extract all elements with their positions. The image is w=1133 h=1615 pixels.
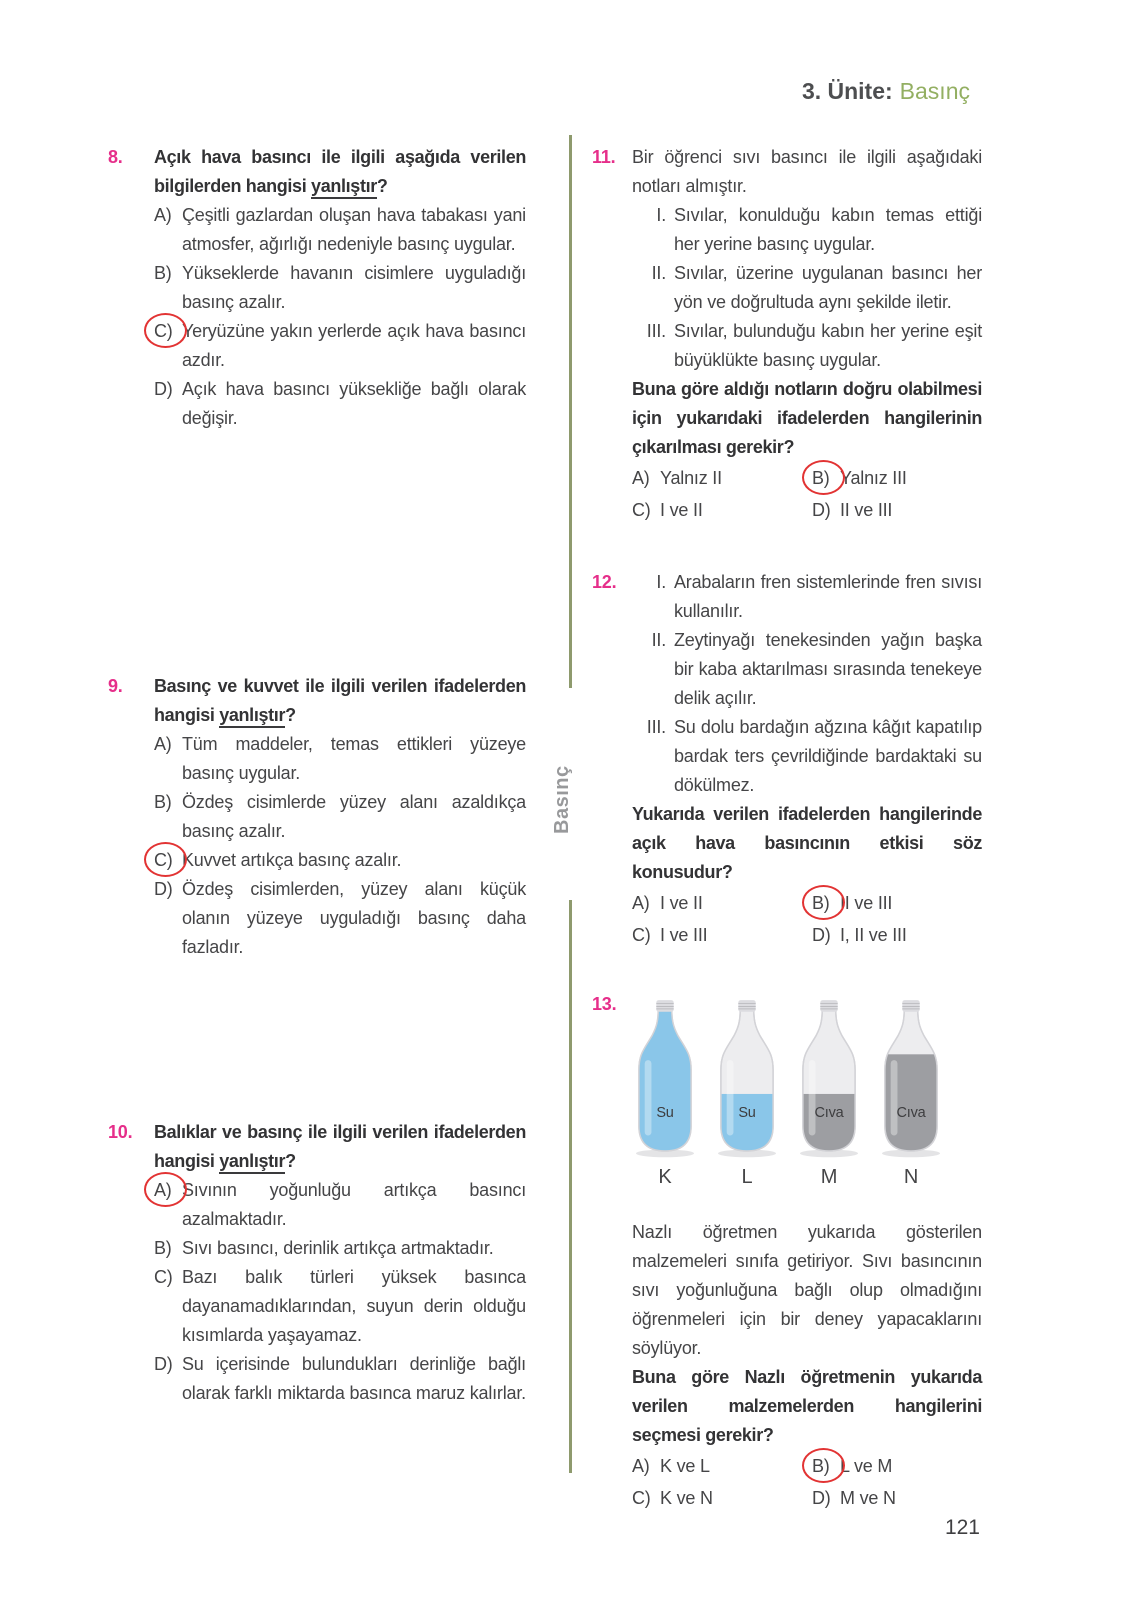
option-row-d [154, 1350, 526, 1408]
question-11-options [632, 464, 982, 525]
option-text: I, II ve III [840, 925, 907, 945]
bottle-L-name: L [741, 1166, 753, 1188]
roman-label: I. [656, 572, 666, 592]
option-row-b [812, 889, 982, 918]
option-text: Açık hava basıncı yüksekliğe bağlı olarak değişir. [182, 379, 526, 428]
option-letter: C) [632, 1488, 651, 1508]
option-row-c [632, 496, 812, 525]
option-letter: D) [812, 1488, 831, 1508]
stem-underlined-word: yanlıştır [219, 1151, 285, 1174]
bottle-L-liquid-label: Su [738, 1105, 756, 1122]
option-text: M ve N [840, 1488, 896, 1508]
option-letter: A) [632, 893, 650, 913]
circled-option-letter: A) [154, 1176, 182, 1205]
option-letter: B) [154, 792, 172, 812]
stem-text: Açık hava basıncı ile ilgili aşağıda verilen bilgilerden hangisi [154, 147, 526, 196]
circled-option-letter: B) [812, 889, 840, 918]
bottle-N [872, 998, 950, 1192]
question-12-number: 12. [592, 572, 617, 592]
option-row-c [154, 317, 526, 375]
option-row-b [812, 464, 982, 493]
option-row-b [154, 1234, 526, 1263]
circled-option-letter: C) [154, 846, 182, 875]
bottle-N-image [882, 998, 940, 1158]
bottle-K-name: K [658, 1166, 672, 1188]
bottle-K [626, 998, 704, 1192]
question-13-number: 13. [592, 994, 617, 1014]
circled-option-letter: C) [154, 317, 182, 346]
statement-text: Arabaların fren sistemlerinde fren sıvısı kullanılır. [674, 572, 982, 621]
roman-label: II. [651, 263, 666, 283]
option-row-a [154, 201, 526, 259]
question-10 [108, 1118, 526, 1408]
bottle-N-liquid-label: Cıva [896, 1105, 926, 1122]
statement-text: Su dolu bardağın ağzına kâğıt kapatılıp bardak ters çevrildiğinde bardaktaki su dökülmez. [674, 717, 982, 795]
option-row-b [812, 1452, 982, 1481]
option-letter: C) [632, 500, 651, 520]
option-letter: B) [154, 1238, 172, 1258]
option-text: I ve II [660, 893, 703, 913]
option-text: Sıvı basıncı, derinlik artıkça artmaktadır. [182, 1238, 494, 1258]
bottle-K-liquid-label: Su [656, 1105, 674, 1122]
stem-underlined-word: yanlıştır [311, 176, 377, 199]
option-text: K ve L [660, 1456, 710, 1476]
page-header [802, 78, 970, 105]
question-12 [592, 568, 982, 950]
option-row-d [812, 1484, 982, 1513]
option-letter: D) [812, 500, 831, 520]
bottle-M-name: M [820, 1166, 838, 1188]
option-text: Sıvının yoğunluğu artıkça basıncı azalmaktadır. [182, 1180, 526, 1229]
option-row-d [154, 875, 526, 962]
statement-row-2 [632, 259, 982, 317]
statement-text: Sıvılar, üzerine uygulanan basıncı her yön ve doğrultuda aynı şekilde iletir. [674, 263, 982, 312]
question-9-number: 9. [108, 676, 123, 696]
question-10-stem [154, 1118, 526, 1176]
bottle-M [790, 998, 868, 1192]
option-row-b [154, 259, 526, 317]
option-letter: B) [154, 263, 172, 283]
option-letter: D) [812, 925, 831, 945]
unit-topic: Basınç [899, 78, 970, 104]
statement-text: Sıvılar, bulunduğu kabın her yerine eşit büyüklükte basınç uygular. [674, 321, 982, 370]
question-8-stem [154, 143, 526, 201]
option-text: Bazı balık türleri yüksek basınca dayanamadıklarından, suyun derin olduğu kısımlarda yaşayamaz. [182, 1267, 526, 1345]
roman-label: III. [646, 717, 666, 737]
column-divider-bottom [569, 900, 572, 1473]
option-text: Yalnız II [660, 468, 722, 488]
option-row-a [154, 730, 526, 788]
option-letter: A) [632, 1456, 650, 1476]
option-text: Kuvvet artıkça basınç azalır. [182, 850, 402, 870]
option-row-a [632, 889, 812, 918]
question-9 [108, 672, 526, 962]
stem-underlined-word: yanlıştır [219, 705, 285, 728]
bottle-M-image [800, 998, 858, 1158]
option-text: Özdeş cisimlerde yüzey alanı azaldıkça basınç azalır. [182, 792, 526, 841]
question-13-paragraph: Nazlı öğretmen yukarıda gösterilen malzemeleri sınıfa getiriyor. Sıvı basıncının sıvı yoğunluğuna bağlı olup olmadığını öğrenmeleri için bir deney yapacaklarını söylüyor. [632, 1222, 982, 1358]
question-10-number: 10. [108, 1122, 133, 1142]
bottle-K-image [636, 998, 694, 1158]
question-11 [592, 143, 982, 525]
option-letter: A) [154, 734, 172, 754]
bottle-N-name: N [903, 1166, 919, 1188]
column-divider-top [569, 135, 572, 688]
bottle-L-image [718, 998, 776, 1158]
question-12-options [632, 889, 982, 950]
bottles-figure [626, 998, 982, 1192]
statement-row-3 [632, 317, 982, 375]
option-letter: A) [632, 468, 650, 488]
option-text: Çeşitli gazlardan oluşan hava tabakası yani atmosfer, ağırlığı nedeniyle basınç uygular. [182, 205, 526, 254]
statement-row-3 [632, 713, 982, 800]
question-13-options [632, 1452, 982, 1513]
stem-question-mark: ? [285, 1151, 296, 1171]
option-row-a [632, 1452, 812, 1481]
option-row-d [812, 921, 982, 950]
option-row-c [154, 1263, 526, 1350]
option-row-d [812, 496, 982, 525]
question-12-stem: Yukarıda verilen ifadelerden hangilerinde açık hava basıncının etkisi söz konusudur? [632, 804, 982, 882]
statement-text: Zeytinyağı tenekesinden yağın başka bir kaba aktarılması sırasında tenekeye delik açılır. [674, 630, 982, 708]
option-text: Özdeş cisimlerden, yüzey alanı küçük olanın yüzeye uyguladığı basınç daha fazladır. [182, 879, 526, 957]
option-letter: C) [154, 1267, 173, 1287]
option-row-c [632, 921, 812, 950]
option-text: Yükseklerde havanın cisimlere uyguladığı basınç azalır. [182, 263, 526, 312]
option-text: L ve M [840, 1456, 893, 1476]
option-letter: A) [154, 205, 172, 225]
question-13 [592, 990, 982, 1513]
stem-text: Balıklar ve basınç ile ilgili verilen ifadelerden hangisi [154, 1122, 526, 1171]
circled-option-letter: B) [812, 1452, 840, 1481]
option-text: Yeryüzüne yakın yerlerde açık hava basıncı azdır. [182, 321, 526, 370]
option-text: Yalnız III [840, 468, 907, 488]
option-text: II ve III [840, 893, 893, 913]
unit-label: 3. Ünite: [801, 78, 893, 104]
option-letter: C) [632, 925, 651, 945]
question-11-intro: Bir öğrenci sıvı basıncı ile ilgili aşağıdaki notları almıştır. [632, 147, 982, 196]
bottle-L [708, 998, 786, 1192]
option-row-a [632, 464, 812, 493]
option-letter: D) [154, 879, 173, 899]
question-13-stem: Buna göre Nazlı öğretmenin yukarıda verilen malzemelerden hangilerini seçmesi gerekir? [632, 1367, 982, 1445]
option-row-d [154, 375, 526, 433]
stem-question-mark: ? [376, 176, 388, 196]
option-row-c [154, 846, 526, 875]
option-letter: D) [154, 1354, 173, 1374]
option-text: K ve N [660, 1488, 713, 1508]
option-text: II ve III [840, 500, 893, 520]
page-number: 121 [944, 1516, 980, 1539]
option-text: Su içerisinde bulundukları derinliğe bağlı olarak farklı miktarda basınca maruz kalırlar. [182, 1354, 526, 1403]
option-row-c [632, 1484, 812, 1513]
statement-row-2 [632, 626, 982, 713]
question-8-number: 8. [108, 147, 123, 167]
option-letter: D) [154, 379, 173, 399]
roman-label: II. [651, 630, 666, 650]
bottle-M-liquid-label: Cıva [814, 1105, 844, 1122]
stem-question-mark: ? [285, 705, 296, 725]
option-row-a [154, 1176, 526, 1234]
stem-text: Basınç ve kuvvet ile ilgili verilen ifadelerden hangisi [154, 676, 526, 725]
question-8 [108, 143, 526, 433]
option-row-b [154, 788, 526, 846]
roman-label: I. [656, 205, 666, 225]
roman-label: III. [646, 321, 666, 341]
question-11-stem: Buna göre aldığı notların doğru olabilmesi için yukarıdaki ifadelerden hangilerinin çıkarılması gerekir? [632, 379, 982, 457]
option-text: I ve II [660, 500, 703, 520]
statement-row-1 [632, 568, 982, 626]
side-tab-basinc: Basınç [551, 765, 573, 834]
option-text: Tüm maddeler, temas ettikleri yüzeye basınç uygular. [182, 734, 526, 783]
statement-text: Sıvılar, konulduğu kabın temas ettiği her yerine basınç uygular. [674, 205, 982, 254]
statement-row-1 [632, 201, 982, 259]
question-9-stem [154, 672, 526, 730]
circled-option-letter: B) [812, 464, 840, 493]
question-11-number: 11. [592, 147, 616, 167]
option-text: I ve III [660, 925, 708, 945]
